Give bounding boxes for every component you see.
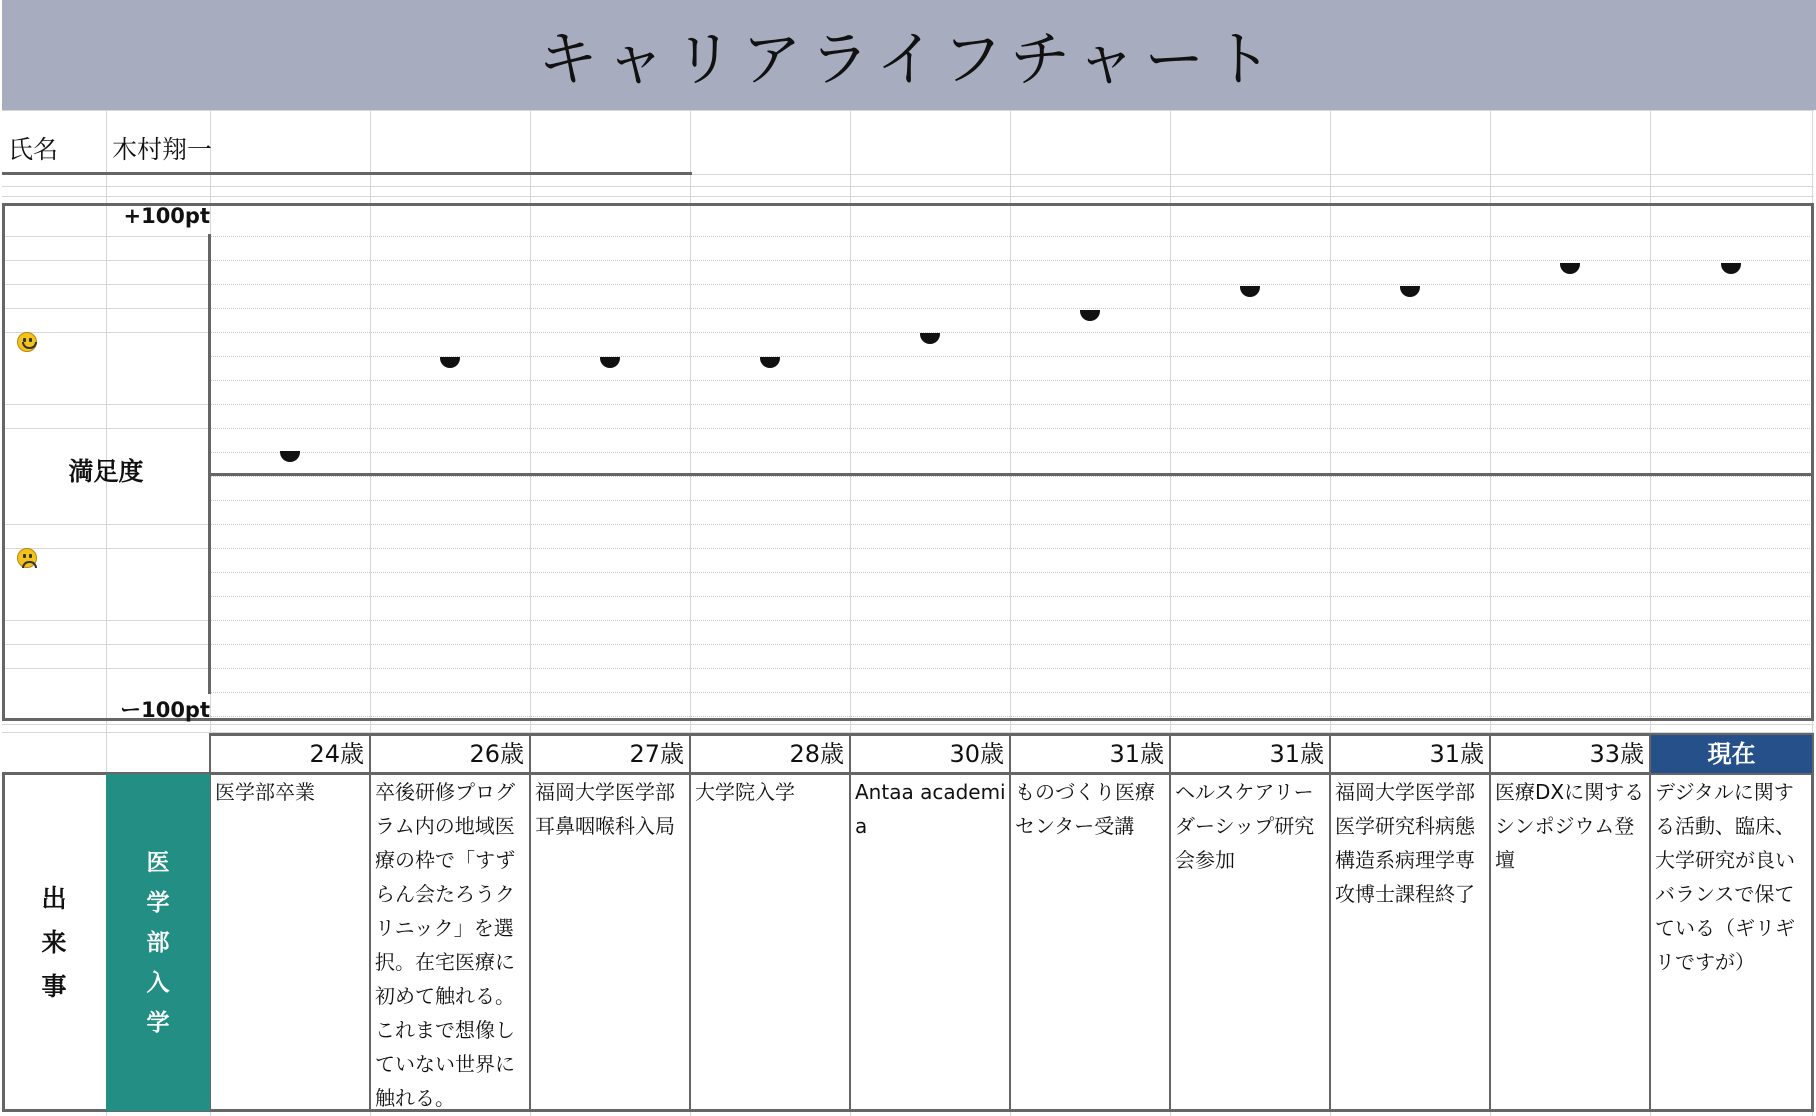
- grid-line: [2, 236, 210, 237]
- name-label: 氏名: [8, 135, 59, 164]
- grid-line: [210, 332, 1812, 333]
- grid-line: [210, 524, 1812, 525]
- satisfaction-marker: [1240, 286, 1260, 297]
- chart-frame-left: [2, 203, 5, 721]
- y-axis-line: [208, 234, 211, 694]
- events-bottom: [2, 1109, 1814, 1112]
- age-header-cell: 28歳: [789, 740, 844, 768]
- grid-line: [210, 644, 1812, 645]
- age-header-cell: 27歳: [629, 740, 684, 768]
- event-cell[interactable]: 卒後研修プログラム内の地域医療の枠で「すずらん会たろうクリニック」を選択。在宅医療に初めて触れる。これまで想像していない世界に触れる。: [375, 780, 516, 1110]
- name-underline: [2, 172, 692, 175]
- grid-line: [2, 620, 210, 621]
- grid-line: [210, 620, 1812, 621]
- grid-line: [210, 260, 1812, 261]
- event-cell[interactable]: Antaa academia: [855, 780, 1006, 838]
- grid-line: [210, 476, 1812, 477]
- grid-line: [210, 596, 1812, 597]
- age-header-cell: 33歳: [1589, 740, 1644, 768]
- grid-line: [210, 716, 1812, 717]
- satisfaction-marker: [760, 357, 780, 368]
- sad-face-icon: [17, 548, 37, 568]
- age-header-cell: 31歳: [1269, 740, 1324, 768]
- grid-line: [2, 724, 1814, 725]
- page-title: キャリアライフチャート: [537, 25, 1281, 95]
- happy-face-icon: [17, 332, 37, 352]
- med-school-entry-label: 医 学 部 入 学: [146, 849, 170, 1036]
- satisfaction-marker: [1400, 286, 1420, 297]
- satisfaction-marker: [1721, 263, 1741, 274]
- grid-line: [210, 668, 1812, 669]
- scale-max-label: +100pt: [123, 204, 210, 228]
- age-header-cell: 30歳: [949, 740, 1004, 768]
- grid-line: [2, 186, 1814, 187]
- grid-line: [2, 260, 210, 261]
- event-cell[interactable]: ものづくり医療センター受講: [1015, 780, 1155, 838]
- age-header-cell: 26歳: [469, 740, 524, 768]
- grid-line: [210, 500, 1812, 501]
- chart-frame-top: [2, 203, 1814, 206]
- grid-line: [210, 380, 1812, 381]
- grid-line: [210, 452, 1812, 453]
- age-header-cell: 現在: [1651, 735, 1812, 773]
- grid-line: [2, 644, 210, 645]
- grid-line: [210, 428, 1812, 429]
- satisfaction-marker: [1560, 263, 1580, 274]
- event-cell[interactable]: 福岡大学医学部耳鼻咽喉科入局: [535, 780, 675, 838]
- grid-line: [2, 668, 210, 669]
- grid-line: [210, 572, 1812, 573]
- grid-line: [2, 196, 1814, 197]
- name-value[interactable]: 木村翔一: [112, 135, 213, 164]
- event-cell[interactable]: 大学院入学: [695, 780, 795, 804]
- chart-frame-right: [1811, 203, 1814, 721]
- grid-line: [2, 308, 210, 309]
- satisfaction-marker: [600, 357, 620, 368]
- grid-line: [210, 308, 1812, 309]
- events-label: 出 来 事: [41, 883, 67, 1001]
- grid-line: [210, 284, 1812, 285]
- event-cell[interactable]: 医学部卒業: [215, 780, 315, 804]
- grid-line: [210, 404, 1812, 405]
- age-header-cell: 24歳: [309, 740, 364, 768]
- grid-line: [2, 332, 210, 333]
- scale-min-label: ー100pt: [120, 698, 210, 722]
- grid-line: [210, 236, 1812, 237]
- grid-line: [2, 404, 210, 405]
- event-cell[interactable]: ヘルスケアリーダーシップ研究会参加: [1175, 780, 1315, 872]
- zero-line: [210, 473, 1814, 476]
- grid-line: [2, 524, 210, 525]
- chart-frame-bottom: [2, 718, 1814, 721]
- satisfaction-marker: [280, 451, 300, 462]
- grid-line: [210, 692, 1812, 693]
- event-cell[interactable]: デジタルに関する活動、臨床、大学研究が良いバランスで保てている（ギリギリですが）: [1655, 780, 1795, 974]
- satisfaction-marker: [920, 333, 940, 344]
- grid-line: [2, 548, 210, 549]
- event-cell[interactable]: 医療DXに関するシンポジウム登壇: [1495, 780, 1645, 872]
- event-cell[interactable]: 福岡大学医学部医学研究科病態構造系病理学専攻博士課程終了: [1335, 780, 1475, 906]
- grid-line: [2, 428, 210, 429]
- grid-line: [210, 548, 1812, 549]
- satisfaction-marker: [1080, 310, 1100, 321]
- age-header-cell: 31歳: [1429, 740, 1484, 768]
- grid-line: [2, 110, 1814, 111]
- satisfaction-axis-label: 満足度: [68, 457, 144, 486]
- grid-line: [2, 284, 210, 285]
- age-header-cell: 31歳: [1109, 740, 1164, 768]
- satisfaction-marker: [440, 357, 460, 368]
